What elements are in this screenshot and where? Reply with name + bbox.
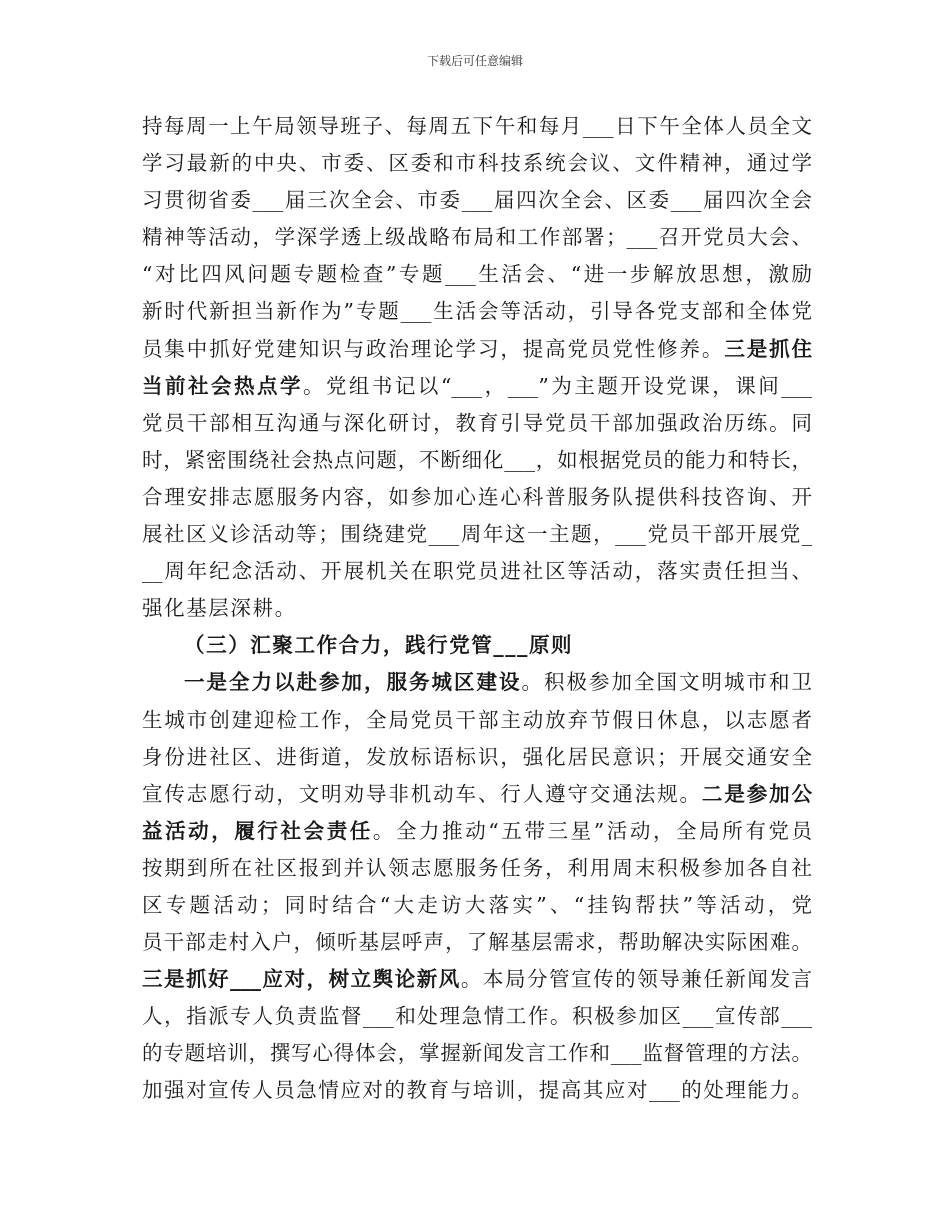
text-segment: 习贯彻省委___届三次全会、市委___届四次全会、区委___届四次全会 (142, 188, 812, 213)
text-line (142, 702, 812, 739)
text-segment: 生城市创建迎检工作，全局党员干部主动放弃节假日休息，以志愿者 (142, 707, 812, 732)
text-segment: __周年纪念活动、开展机关在职党员进社区等活动，落实责任担当、 (142, 559, 812, 584)
text-line (142, 293, 812, 330)
text-line (142, 998, 812, 1035)
text-segment: 。积极参加全国文明城市和卫 (521, 670, 812, 695)
bold-text-segment: 益活动，履行社会责任 (142, 818, 373, 843)
bold-text-segment: 二是参加公 (701, 781, 813, 806)
text-segment: 员集中抓好党建知识与政治理论学习，提高党员党性修养。 (142, 336, 725, 361)
page-header: 下载后可任意编辑 (426, 54, 523, 68)
text-line (142, 627, 812, 664)
bold-text-segment: 三是抓住 (724, 336, 813, 361)
text-line (142, 924, 812, 961)
text-line (142, 479, 812, 516)
text-line (142, 813, 812, 850)
text-line (142, 256, 812, 293)
text-line (142, 405, 812, 442)
text-segment: 。本局分管宣传的领导兼任新闻发言 (460, 967, 813, 992)
text-segment: 时，紧密围绕社会热点问题，不断细化___，如根据党员的能力和特长， (142, 447, 812, 472)
text-segment: 新时代新担当新作为”专题___生活会等活动，引导各党支部和全体党 (142, 299, 812, 324)
text-line (142, 145, 812, 182)
text-line (142, 739, 812, 776)
text-segment: 宣传志愿行动，文明劝导非机动车、行人遵守交通法规。 (142, 781, 702, 806)
text-segment: 展社区义诊活动等；围绕建党___周年这一主题，___党员干部开展党_ (142, 522, 812, 547)
text-line (142, 182, 812, 219)
text-line (142, 516, 812, 553)
text-line (142, 108, 812, 145)
text-segment: 按期到所在社区报到并认领志愿服务任务，利用周末积极参加各自社 (142, 855, 812, 880)
bold-text-segment: 当前社会热点学 (142, 373, 303, 398)
text-segment: 学习最新的中央、市委、区委和市科技系统会议、文件精神，通过学 (142, 151, 812, 176)
text-line (142, 219, 812, 256)
text-line (142, 590, 812, 627)
text-line (142, 961, 812, 998)
text-segment: 党员干部相互沟通与深化研讨，教育引导党员干部加强政治历练。同 (142, 410, 812, 435)
text-line (142, 850, 812, 887)
text-segment: 。党组书记以“___，___”为主题开设党课，课间___ (302, 373, 813, 398)
text-segment: 精神等活动，学深学透上级战略布局和工作部署；___召开党员大会、 (142, 225, 812, 250)
text-segment: 员干部走村入户，倾听基层呼声，了解基层需求，帮助解决实际困难。 (142, 930, 812, 955)
text-line (142, 1072, 812, 1109)
text-segment: 人，指派专人负责监督___和处理急情工作。积极参加区___宣传部___ (142, 1004, 812, 1029)
text-segment: 。全力推动“五带三星”活动，全局所有党员 (372, 818, 812, 843)
text-segment: 合理安排志愿服务内容，如参加心连心科普服务队提供科技咨询、开 (142, 484, 812, 509)
text-segment: “对比四风问题专题检查”专题___生活会、“进一步解放思想，激励 (142, 262, 812, 287)
text-segment: 区专题活动；同时结合“大走访大落实”、“挂钩帮扶”等活动，党 (142, 892, 812, 917)
document-body (142, 108, 812, 1110)
text-line (142, 331, 812, 368)
text-segment: 的专题培训，撰写心得体会，掌握新闻发言工作和___监督管理的方法。 (142, 1041, 812, 1066)
text-line (142, 887, 812, 924)
text-line (142, 664, 812, 701)
text-line (142, 368, 812, 405)
text-segment: 持每周一上午局领导班子、每周五下午和每月___日下午全体人员全文 (142, 114, 812, 138)
text-line (142, 553, 812, 590)
bold-text-segment: 一是全力以赴参加，服务城区建设 (184, 670, 522, 695)
text-segment: 强化基层深耕。 (142, 596, 297, 621)
text-line (142, 442, 812, 479)
bold-text-segment: （三）汇聚工作合力，践行党管___原则 (184, 633, 574, 658)
text-segment: 身份进社区、进街道，发放标语标识，强化居民意识；开展交通安全 (142, 744, 812, 769)
text-segment: 加强对宣传人员急情应对的教育与培训，提高其应对___的处理能力。 (142, 1078, 812, 1103)
bold-text-segment: 三是抓好___应对，树立舆论新风 (142, 967, 461, 992)
text-line (142, 1035, 812, 1072)
text-line (142, 776, 812, 813)
